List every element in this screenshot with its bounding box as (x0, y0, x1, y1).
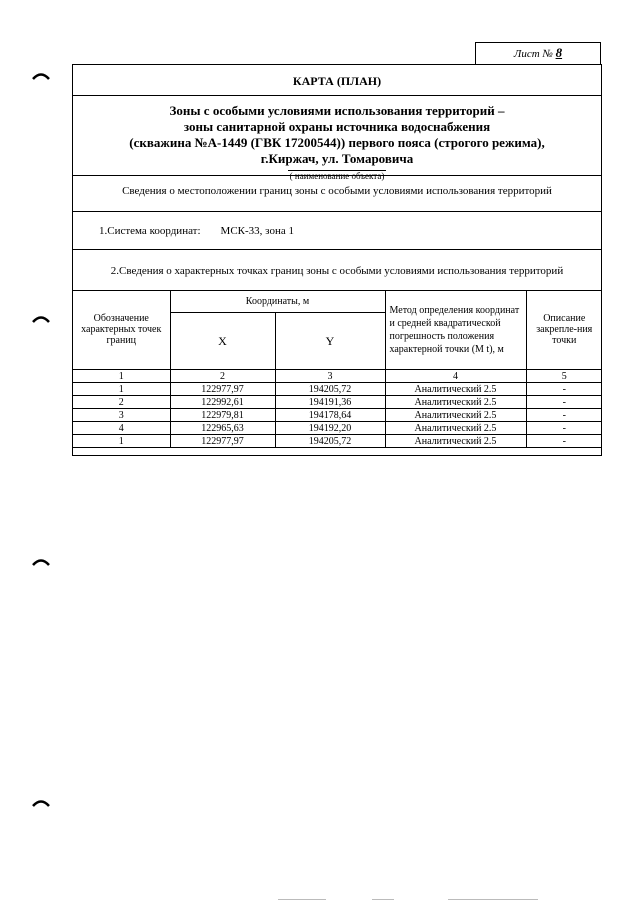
zone-line: зоны санитарной охраны источника водоснабжения (183, 119, 491, 134)
point-description: - (526, 422, 602, 435)
point-id: 4 (73, 422, 170, 435)
divider (73, 249, 601, 250)
binder-hole-mark (32, 556, 50, 566)
table-row (73, 396, 602, 409)
divider (73, 95, 601, 96)
header-x: X (170, 313, 275, 370)
point-description: - (526, 409, 602, 422)
scan-artifact (448, 899, 538, 900)
location-heading: Сведения о местоположении границ зоны с особыми условиями использования территорий (122, 185, 552, 197)
column-number: 3 (275, 370, 385, 383)
table-row (73, 435, 602, 448)
binder-hole-mark (32, 313, 50, 323)
point-y: 194205,72 (275, 435, 385, 448)
point-x: 122992,61 (170, 396, 275, 409)
document-title: КАРТА (ПЛАН) (292, 74, 382, 88)
point-method: Аналитический 2.5 (385, 409, 526, 422)
table-row (73, 409, 602, 422)
zone-line: Зоны с особыми условиями использования территорий – (169, 103, 505, 118)
point-x: 122977,97 (170, 383, 275, 396)
header-coordinates: Координаты, м (170, 290, 385, 313)
coordinate-system-value: МСК-33, зона 1 (220, 225, 294, 237)
table-row (73, 383, 602, 396)
boundary-points-table (73, 290, 602, 448)
point-id: 2 (73, 396, 170, 409)
points-heading: 2.Сведения о характерных точках границ зоны с особыми условиями использования территорий (110, 265, 564, 277)
point-x: 122977,97 (170, 435, 275, 448)
scan-artifact (372, 899, 394, 900)
column-number-row (73, 370, 602, 383)
point-method: Аналитический 2.5 (385, 383, 526, 396)
zone-description (73, 103, 601, 183)
point-x: 122965,63 (170, 422, 275, 435)
sheet-number-box (475, 42, 601, 64)
divider (73, 175, 601, 176)
table-header-row (73, 290, 602, 313)
point-y: 194191,36 (275, 396, 385, 409)
sheet-label: Лист № (513, 48, 553, 60)
column-number: 1 (73, 370, 170, 383)
point-method: Аналитический 2.5 (385, 396, 526, 409)
header-point: Обозначение характерных точек границ (73, 290, 170, 370)
point-description: - (526, 396, 602, 409)
column-number: 2 (170, 370, 275, 383)
binder-hole-mark (32, 70, 50, 80)
zone-line: г.Киржач, ул. Томаровича (260, 151, 414, 166)
header-method: Метод определения координат и средней квадратической погрешность положения характерной точки (M t), м (385, 290, 526, 370)
table-row (73, 422, 602, 435)
point-method: Аналитический 2.5 (385, 435, 526, 448)
point-y: 194178,64 (275, 409, 385, 422)
point-y: 194205,72 (275, 383, 385, 396)
point-description: - (526, 435, 602, 448)
header-y: Y (275, 313, 385, 370)
column-number: 5 (526, 370, 602, 383)
sheet-number: 8 (555, 45, 563, 60)
point-id: 3 (73, 409, 170, 422)
map-plan-frame (72, 64, 602, 456)
point-method: Аналитический 2.5 (385, 422, 526, 435)
point-id: 1 (73, 383, 170, 396)
point-description: - (526, 383, 602, 396)
point-y: 194192,20 (275, 422, 385, 435)
scan-artifact (278, 899, 326, 900)
header-description: Описание закрепле-ния точки (526, 290, 602, 370)
divider (73, 211, 601, 212)
coordinate-system (99, 225, 294, 237)
binder-hole-mark (32, 797, 50, 807)
zone-caption: ( наименование объекта) (289, 171, 385, 181)
coordinate-system-label: 1.Система координат: (99, 225, 201, 237)
column-number: 4 (385, 370, 526, 383)
point-id: 1 (73, 435, 170, 448)
zone-line: (скважина №А-1449 (ГВК 17200544)) первого пояса (строгого режима), (129, 135, 545, 150)
point-x: 122979,81 (170, 409, 275, 422)
